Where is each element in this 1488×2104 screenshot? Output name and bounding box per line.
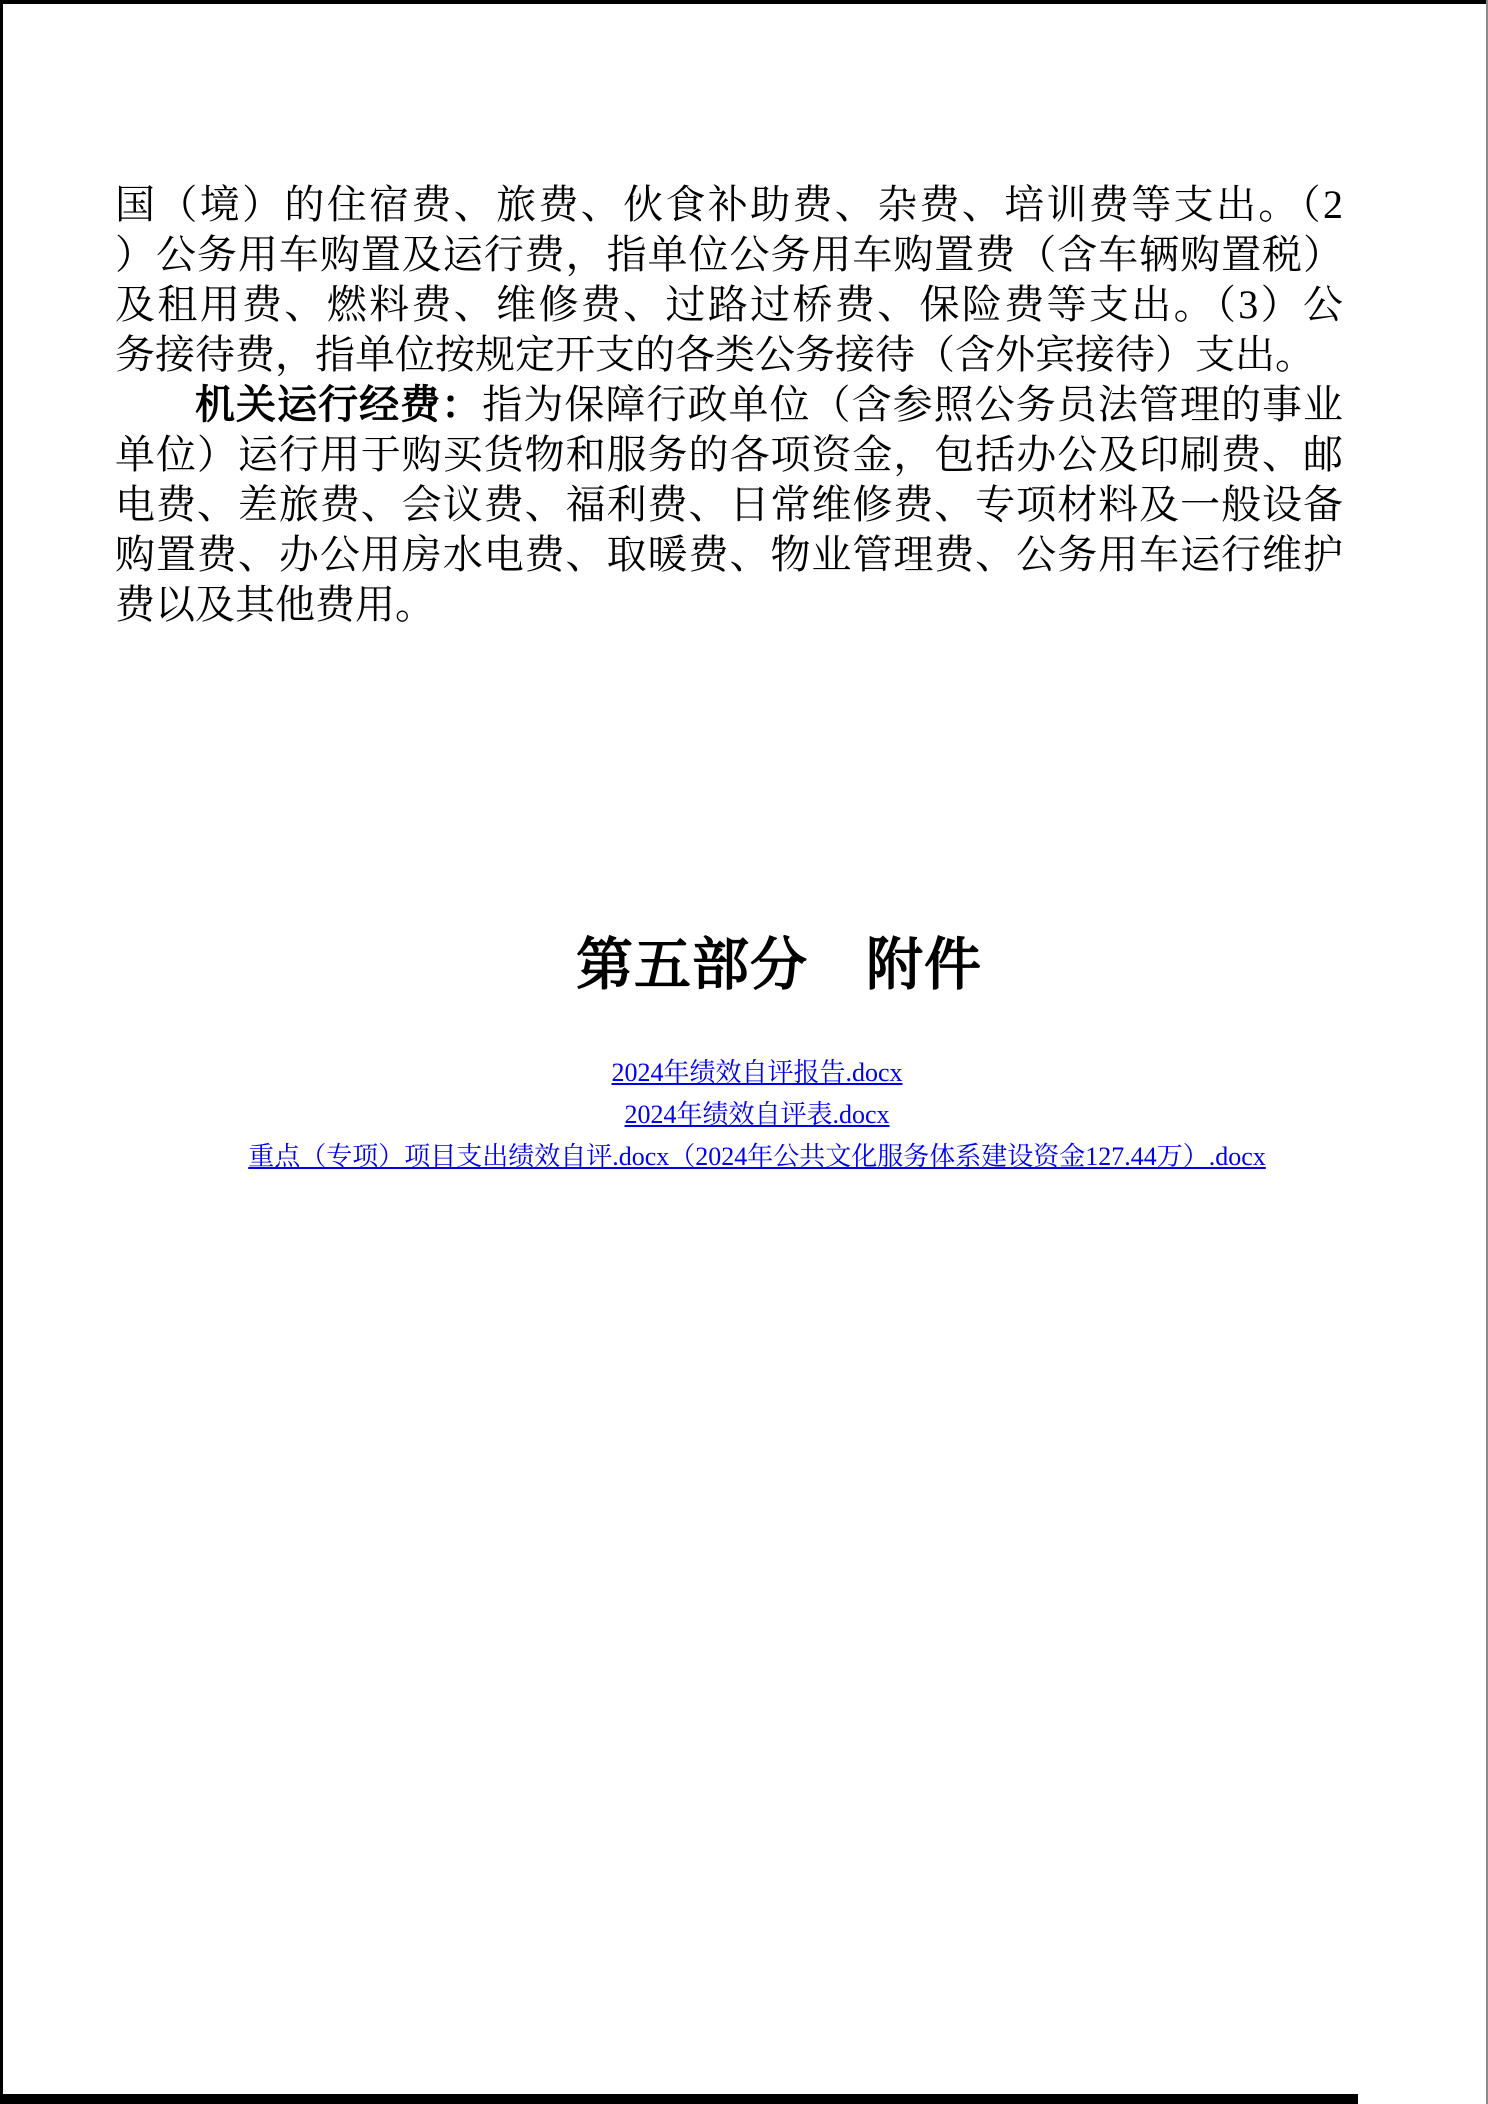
paragraph-line: 电费、差旅费、会议费、福利费、日常维修费、专项材料及一般设备 [115, 482, 1343, 527]
attachment-link-self-evaluation-report[interactable]: 2024年绩效自评报告.docx [611, 1058, 903, 1087]
paragraph-line: ）公务用车购置及运行费，指单位公务用车购置费（含车辆购置税） [115, 232, 1343, 277]
paragraph-line: 及租用费、燃料费、维修费、过路过桥费、保险费等支出。（3）公 [115, 282, 1343, 327]
paragraph-expense-definitions [115, 180, 1343, 380]
paragraph-line: 国（境）的住宿费、旅费、伙食补助费、杂费、培训费等支出。（2 [115, 182, 1343, 227]
paragraph-agency-operating-costs [115, 380, 1343, 630]
page-edge-bottom [0, 2094, 1358, 2104]
document-body [115, 180, 1343, 1178]
section-heading-part-five-attachments: 第五部分 附件 [576, 934, 982, 997]
page-edge-left [0, 0, 3, 2104]
attachment-link-key-project-self-evaluation[interactable]: 重点（专项）项目支出绩效自评.docx（2024年公共文化服务体系建设资金127.44万）.docx [248, 1142, 1266, 1171]
paragraph-line: 单位）运行用于购买货物和服务的各项资金，包括办公及印刷费、邮 [115, 432, 1343, 477]
attachment-links-list [143, 1052, 1371, 1178]
attachment-link-self-evaluation-table[interactable]: 2024年绩效自评表.docx [624, 1100, 890, 1129]
paragraph-line: 费以及其他费用。 [115, 582, 435, 627]
paragraph-line: 务接待费，指单位按规定开支的各类公务接待（含外宾接待）支出。 [115, 332, 1315, 377]
paragraph-line [115, 380, 1343, 430]
page-edge-top [0, 0, 1488, 4]
paragraph-line: 购置费、办公用房水电费、取暖费、物业管理费、公务用车运行维护 [115, 532, 1343, 577]
paragraph-line-text: 指为保障行政单位（含参照公务员法管理的事业 [482, 382, 1344, 427]
bold-term-agency-operating-costs: 机关运行经费： [195, 382, 483, 427]
